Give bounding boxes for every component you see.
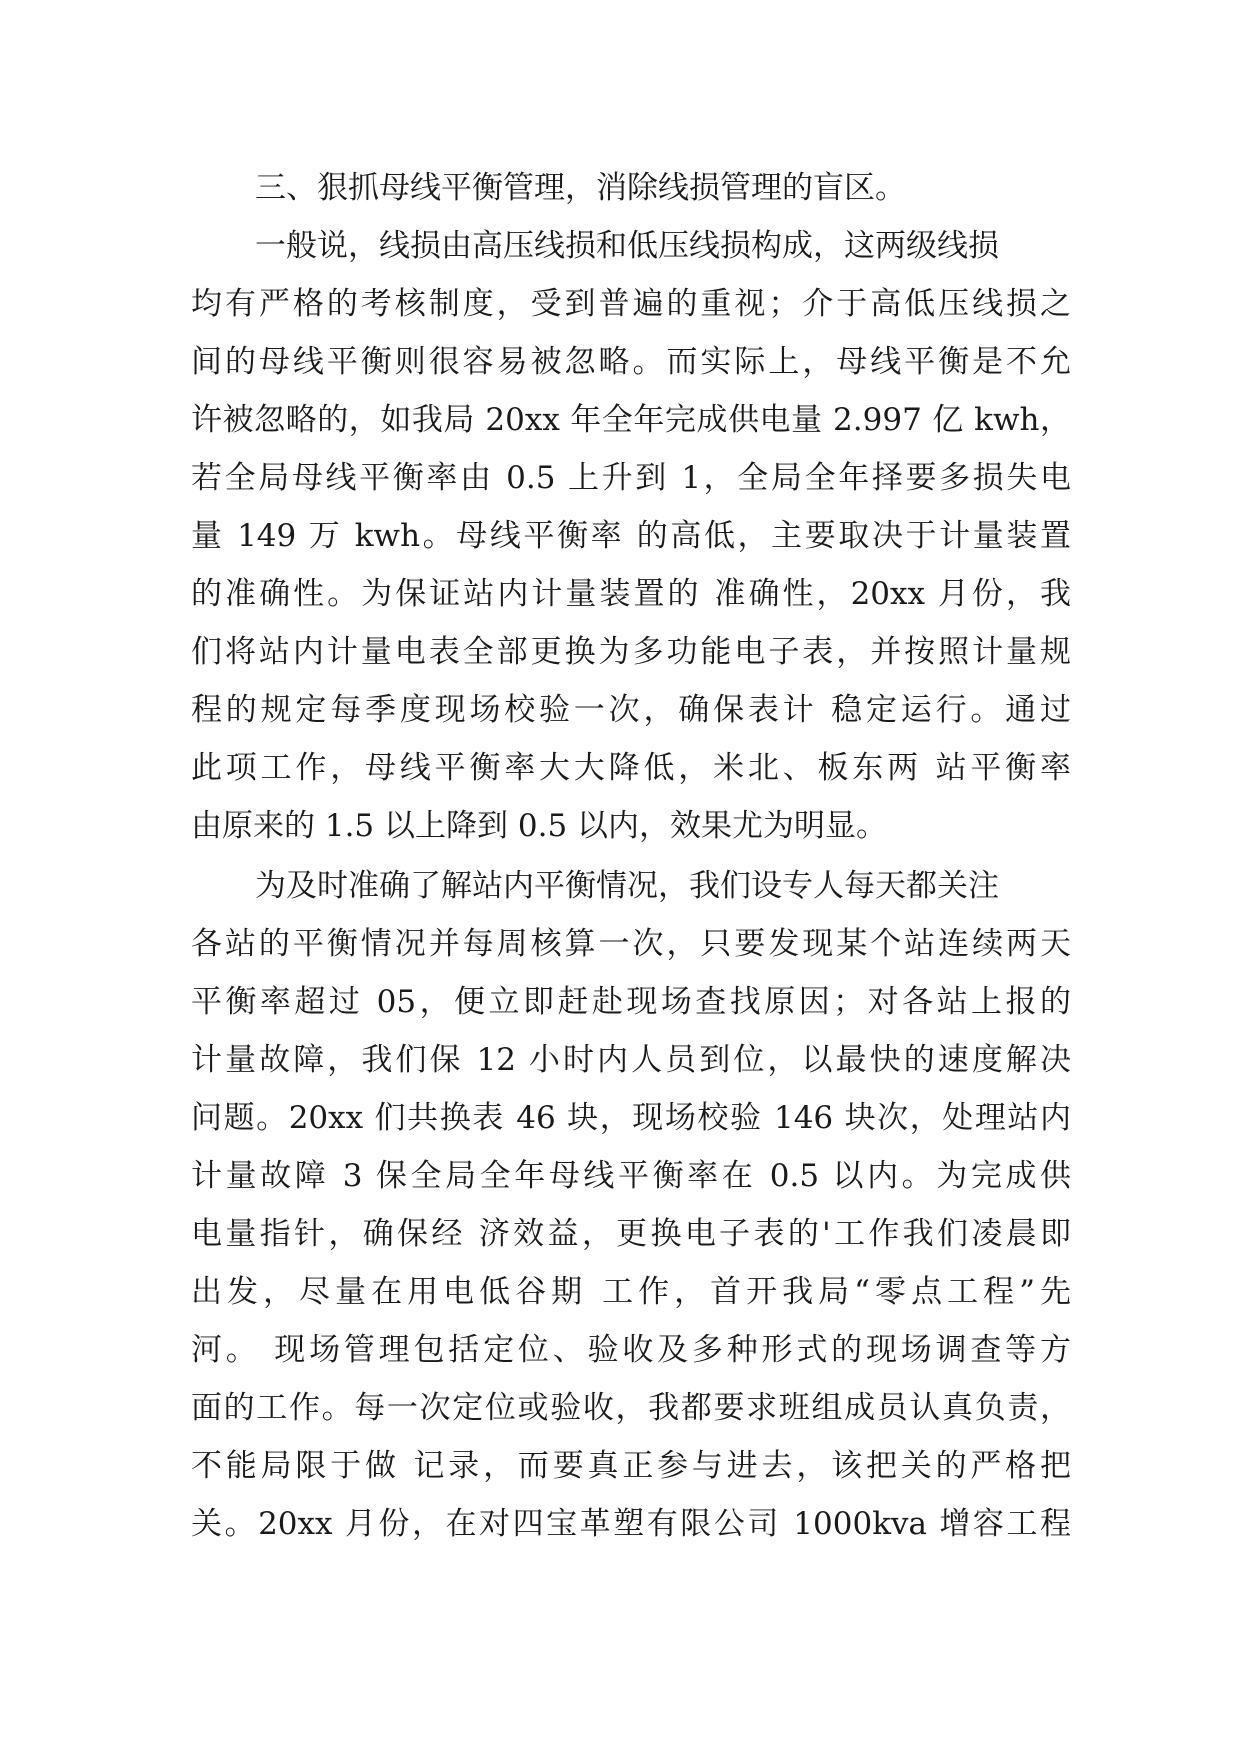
paragraph-line: 计量故障 3 保全局全年母线平衡率在 0.5 以内。为完成供	[191, 1158, 1071, 1194]
paragraph-line: 关。20xx 月份，在对四宝革塑有限公司 1000kva 增容工程	[191, 1506, 1071, 1542]
paragraph-line: 由原来的 1.5 以上降到 0.5 以内，效果尤为明显。	[191, 808, 888, 844]
paragraph-line: 的准确性。为保证站内计量装置的 准确性，20xx 月份，我	[191, 576, 1071, 612]
paragraph-line: 为及时准确了解站内平衡情况，我们设专人每天都关注	[255, 868, 999, 904]
paragraph-line: 计量故障，我们保 12 小时内人员到位，以最快的速度解决	[191, 1042, 1071, 1078]
paragraph-line: 问题。20xx 们共换表 46 块，现场校验 146 块次，处理站内	[191, 1100, 1071, 1136]
paragraph-line: 若全局母线平衡率由 0.5 上升到 1，全局全年择要多损失电	[191, 460, 1071, 496]
paragraph-line: 一般说，线损由高压线损和低压线损构成，这两级线损	[255, 228, 999, 264]
paragraph-line: 河。 现场管理包括定位、验收及多种形式的现场调查等方	[191, 1332, 1071, 1368]
paragraph-line: 程的规定每季度现场校验一次，确保表计 稳定运行。通过	[191, 692, 1071, 728]
paragraph-line: 此项工作，母线平衡率大大降低，米北、板东两 站平衡率	[191, 750, 1071, 786]
paragraph-line: 间的母线平衡则很容易被忽略。而实际上，母线平衡是不允	[191, 344, 1071, 380]
paragraph-line: 均有严格的考核制度，受到普遍的重视；介于高低压线损之	[191, 286, 1071, 322]
paragraph-line: 各站的平衡情况并每周核算一次，只要发现某个站连续两天	[191, 926, 1071, 962]
paragraph-line: 许被忽略的，如我局 20xx 年全年完成供电量 2.997 亿 kwh，	[191, 402, 1071, 438]
paragraph-line: 平衡率超过 05，便立即赶赴现场查找原因；对各站上报的	[191, 984, 1071, 1020]
paragraph-line: 面的工作。每一次定位或验收，我都要求班组成员认真负责，	[191, 1390, 1071, 1426]
paragraph-line: 们将站内计量电表全部更换为多功能电子表，并按照计量规	[191, 634, 1071, 670]
paragraph-line: 不能局限于做 记录，而要真正参与进去，该把关的严格把	[191, 1448, 1071, 1484]
paragraph-line: 量 149 万 kwh。母线平衡率 的高低，主要取决于计量装置	[191, 518, 1071, 554]
paragraph-line: 电量指针，确保经 济效益，更换电子表的'工作我们凌晨即	[191, 1216, 1071, 1252]
section-heading: 三、狠抓母线平衡管理，消除线损管理的盲区。	[255, 170, 906, 206]
paragraph-line: 出发，尽量在用电低谷期 工作，首开我局“零点工程”先	[191, 1274, 1071, 1310]
